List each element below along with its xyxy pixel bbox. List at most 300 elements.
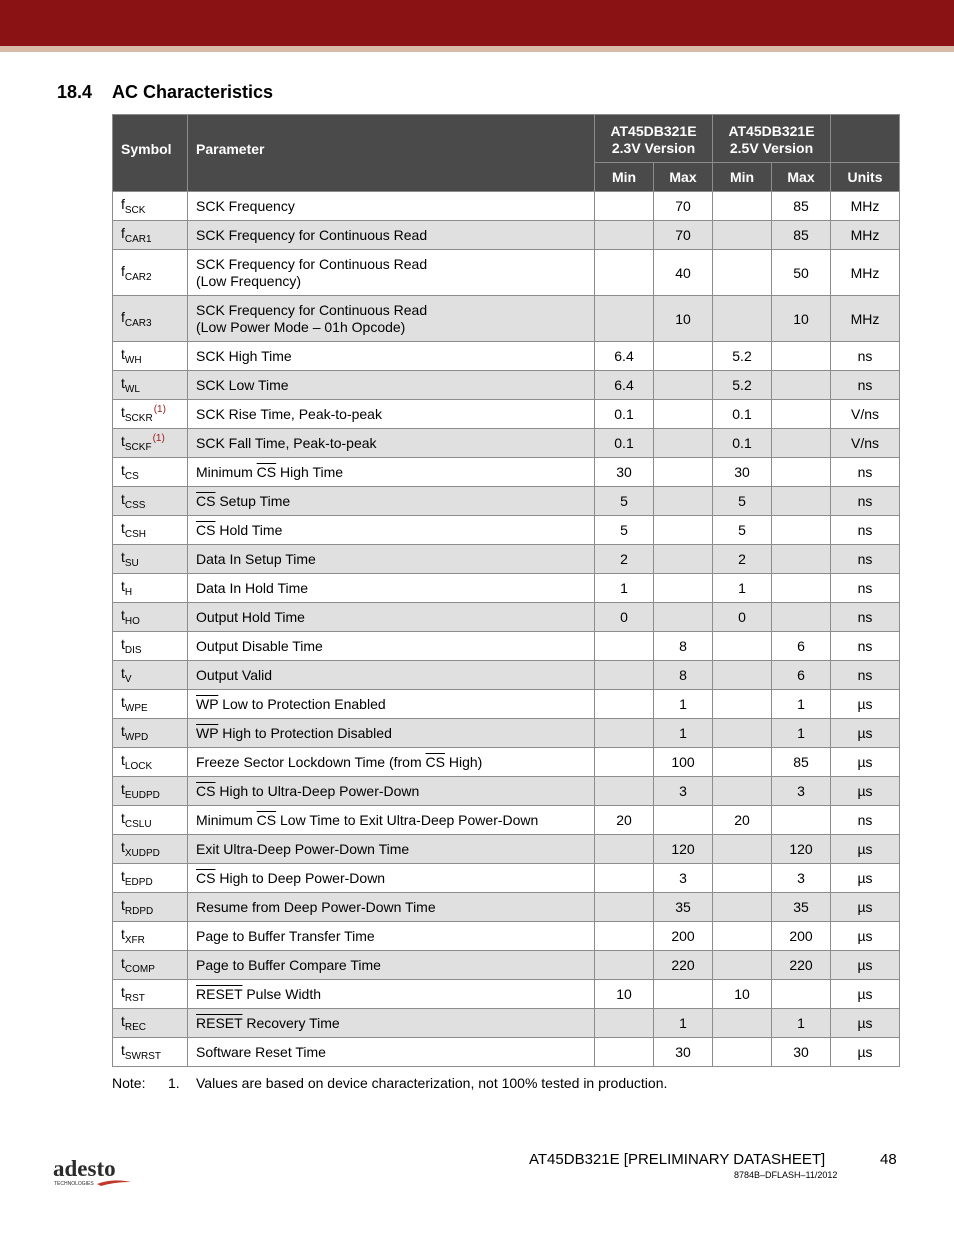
parameter-text: Hold Time: [215, 521, 283, 538]
table-row: [113, 951, 900, 980]
min-2v3-cell: [595, 864, 654, 893]
units-cell: µs: [831, 748, 900, 777]
table-row: [113, 777, 900, 806]
parameter-cell: [188, 719, 595, 748]
max-2v3-cell: [654, 458, 713, 487]
max-2v5-cell: 3: [772, 864, 831, 893]
max-2v5-cell: 50: [772, 250, 831, 296]
parameter-text: Minimum: [196, 811, 257, 828]
symbol-subscript: H: [124, 587, 133, 598]
active-low-signal: $\overline{WP}$: [196, 695, 219, 712]
min-2v3-cell: [595, 719, 654, 748]
min-2v5-cell: [713, 777, 772, 806]
symbol-letter: f: [121, 225, 125, 241]
symbol-subscript: WH: [124, 355, 142, 366]
symbol-subscript: SCK: [124, 205, 146, 216]
units-cell: ns: [831, 545, 900, 574]
symbol-letter: t: [121, 1042, 125, 1058]
header-version-2v5-part: AT45DB321E: [728, 122, 815, 139]
ac-characteristics-table: [112, 114, 900, 1067]
symbol-cell: [113, 250, 188, 296]
max-2v3-cell: 1: [654, 690, 713, 719]
min-2v5-cell: [713, 192, 772, 221]
symbol-cell: [113, 835, 188, 864]
symbol-subscript: SCKR: [124, 413, 153, 424]
symbol-letter: t: [121, 810, 125, 826]
parameter-text: Pulse Width: [242, 985, 322, 1002]
max-2v3-cell: 3: [654, 777, 713, 806]
active-low-signal: RESET: [196, 1014, 243, 1031]
parameter-text: Exit Ultra-Deep Power-Down Time: [196, 840, 410, 857]
symbol-cell: [113, 661, 188, 690]
symbol-subscript: CAR2: [124, 271, 152, 283]
symbol-subscript: RDPD: [124, 906, 154, 917]
symbol-letter: t: [121, 897, 125, 913]
symbol-letter: f: [121, 308, 125, 325]
note-text: Values are based on device characterization, not 100% tested in production.: [196, 1075, 668, 1091]
max-2v3-cell: 70: [654, 192, 713, 221]
max-2v5-cell: 85: [772, 192, 831, 221]
header-units: Units: [831, 163, 900, 192]
parameter-text: SCK Frequency for Continuous Read: [196, 301, 428, 318]
min-2v3-cell: 30: [595, 458, 654, 487]
footer-doc-code: 8784B–DFLASH–11/2012: [734, 1170, 838, 1180]
parameter-cell: [188, 296, 595, 342]
symbol-cell: [113, 777, 188, 806]
max-2v5-cell: 35: [772, 893, 831, 922]
units-cell: µs: [831, 864, 900, 893]
symbol-cell: [113, 748, 188, 777]
parameter-text: Output Valid: [196, 666, 273, 683]
active-low-signal: RESET: [196, 985, 243, 1002]
max-2v3-cell: [654, 603, 713, 632]
symbol-cell: [113, 429, 188, 458]
header-symbol: Symbol: [113, 115, 188, 192]
logo-subtext: TECHNOLOGIES: [54, 1181, 94, 1187]
symbol-cell: [113, 545, 188, 574]
parameter-cell: [188, 951, 595, 980]
symbol-cell: [113, 719, 188, 748]
table-row: [113, 661, 900, 690]
min-2v3-cell: [595, 748, 654, 777]
symbol-subscript: CSLU: [124, 819, 152, 830]
max-2v5-cell: [772, 458, 831, 487]
table-row: [113, 487, 900, 516]
table-row: [113, 342, 900, 371]
max-2v5-cell: 200: [772, 922, 831, 951]
active-low-signal: $\overline{CS}$: [196, 492, 216, 509]
footer-doc-title: AT45DB321E [PRELIMINARY DATASHEET]: [529, 1151, 826, 1168]
min-2v5-cell: 0.1: [713, 429, 772, 458]
max-2v3-cell: [654, 487, 713, 516]
symbol-cell: [113, 574, 188, 603]
min-2v5-cell: [713, 632, 772, 661]
symbol-subscript: SU: [124, 558, 139, 569]
units-cell: MHz: [831, 296, 900, 342]
units-cell: ns: [831, 342, 900, 371]
parameter-text: Low Time to Exit Ultra-Deep Power-Down: [276, 811, 539, 828]
min-2v3-cell: [595, 632, 654, 661]
note-number: 1.: [168, 1075, 180, 1091]
symbol-letter: t: [121, 375, 125, 391]
parameter-cell: [188, 893, 595, 922]
table-row: [113, 371, 900, 400]
parameter-cell: [188, 221, 595, 250]
parameter-text: SCK High Time: [196, 347, 292, 364]
units-cell: V/ns: [831, 429, 900, 458]
max-2v5-cell: 6: [772, 661, 831, 690]
min-2v3-cell: [595, 192, 654, 221]
min-2v5-cell: [713, 250, 772, 296]
parameter-text: SCK Rise Time, Peak-to-peak: [196, 405, 382, 422]
units-cell: µs: [831, 719, 900, 748]
table-row: [113, 545, 900, 574]
min-2v5-cell: 2: [713, 545, 772, 574]
parameter-cell: [188, 835, 595, 864]
min-2v5-cell: 5.2: [713, 371, 772, 400]
parameter-cell: [188, 400, 595, 429]
table-row: [113, 864, 900, 893]
parameter-text: Page to Buffer Transfer Time: [196, 927, 375, 944]
parameter-cell: [188, 864, 595, 893]
active-low-signal: $\overline{CS}$: [425, 753, 445, 770]
min-2v3-cell: 0.1: [595, 429, 654, 458]
parameter-cell: [188, 1009, 595, 1038]
logo-wordmark: adesto: [53, 1156, 116, 1181]
max-2v3-cell: 1: [654, 719, 713, 748]
header-max-2v5: Max: [772, 163, 831, 192]
table-row: [113, 192, 900, 221]
min-2v3-cell: 1: [595, 574, 654, 603]
min-2v3-cell: [595, 1009, 654, 1038]
symbol-letter: t: [121, 607, 125, 623]
min-2v3-cell: 5: [595, 516, 654, 545]
symbol-subscript: XFR: [124, 935, 145, 946]
min-2v3-cell: [595, 922, 654, 951]
parameter-text: Recovery Time: [242, 1014, 340, 1031]
table-row: [113, 574, 900, 603]
symbol-subscript: SWRST: [124, 1051, 161, 1062]
parameter-text: Output Hold Time: [196, 608, 305, 625]
min-2v3-cell: 10: [595, 980, 654, 1009]
min-2v5-cell: [713, 1038, 772, 1067]
symbol-subscript: CAR3: [124, 317, 152, 329]
units-cell: µs: [831, 951, 900, 980]
symbol-subscript: WL: [124, 384, 140, 395]
units-cell: ns: [831, 603, 900, 632]
max-2v5-cell: [772, 371, 831, 400]
max-2v5-cell: [772, 429, 831, 458]
units-cell: ns: [831, 574, 900, 603]
max-2v5-cell: 85: [772, 221, 831, 250]
parameter-text: High to Protection Disabled: [218, 724, 392, 741]
symbol-subscript: SCKF: [124, 442, 152, 453]
max-2v5-cell: [772, 487, 831, 516]
min-2v3-cell: [595, 690, 654, 719]
footer-page-number: 48: [880, 1151, 897, 1168]
parameter-cell: [188, 748, 595, 777]
parameter-text: SCK Low Time: [196, 376, 289, 393]
max-2v3-cell: [654, 516, 713, 545]
units-cell: µs: [831, 777, 900, 806]
table-row: [113, 835, 900, 864]
symbol-subscript: XUDPD: [124, 848, 160, 859]
parameter-cell: [188, 458, 595, 487]
max-2v5-cell: [772, 980, 831, 1009]
table-row: [113, 296, 900, 342]
footnote-ref: (1): [152, 433, 165, 444]
symbol-letter: t: [121, 694, 125, 710]
logo-swoosh: [97, 1180, 131, 1186]
symbol-subscript: LOCK: [124, 761, 153, 772]
symbol-subscript: REC: [124, 1022, 147, 1033]
min-2v5-cell: [713, 922, 772, 951]
max-2v3-cell: [654, 545, 713, 574]
parameter-text: Software Reset Time: [196, 1043, 326, 1060]
min-2v5-cell: 5: [713, 516, 772, 545]
min-2v3-cell: [595, 893, 654, 922]
min-2v3-cell: [595, 250, 654, 296]
symbol-cell: [113, 487, 188, 516]
symbol-letter: t: [121, 665, 125, 681]
max-2v3-cell: 1: [654, 1009, 713, 1038]
units-cell: µs: [831, 1038, 900, 1067]
max-2v3-cell: 8: [654, 632, 713, 661]
symbol-subscript: V: [124, 674, 132, 685]
symbol-letter: t: [121, 578, 125, 594]
units-cell: µs: [831, 690, 900, 719]
max-2v5-cell: 3: [772, 777, 831, 806]
min-2v5-cell: [713, 893, 772, 922]
parameter-cell: [188, 342, 595, 371]
table-row: [113, 980, 900, 1009]
header-version-2v5-voltage: 2.5V Version: [729, 139, 814, 156]
min-2v3-cell: [595, 296, 654, 342]
table-row: [113, 1009, 900, 1038]
min-2v5-cell: [713, 221, 772, 250]
parameter-cell: [188, 777, 595, 806]
min-2v5-cell: 30: [713, 458, 772, 487]
table-row: [113, 719, 900, 748]
units-cell: ns: [831, 806, 900, 835]
max-2v3-cell: 70: [654, 221, 713, 250]
min-2v5-cell: 5.2: [713, 342, 772, 371]
parameter-text: Data In Setup Time: [196, 550, 316, 567]
parameter-cell: [188, 603, 595, 632]
header-version-2v3-voltage: 2.3V Version: [611, 139, 696, 156]
units-cell: µs: [831, 835, 900, 864]
min-2v5-cell: 5: [713, 487, 772, 516]
max-2v3-cell: 35: [654, 893, 713, 922]
max-2v3-cell: [654, 806, 713, 835]
parameter-cell: [188, 632, 595, 661]
parameter-text: Setup Time: [215, 492, 291, 509]
table-body: [113, 192, 900, 1067]
max-2v3-cell: 100: [654, 748, 713, 777]
table-row: [113, 458, 900, 487]
parameter-text: High to Ultra-Deep Power-Down: [215, 782, 420, 799]
min-2v3-cell: [595, 221, 654, 250]
symbol-letter: t: [121, 839, 125, 855]
symbol-letter: t: [121, 723, 125, 739]
parameter-text: Resume from Deep Power-Down Time: [196, 898, 436, 915]
symbol-cell: [113, 690, 188, 719]
parameter-text: Data In Hold Time: [196, 579, 309, 596]
max-2v3-cell: [654, 400, 713, 429]
max-2v3-cell: [654, 371, 713, 400]
max-2v5-cell: 10: [772, 296, 831, 342]
symbol-subscript: CSS: [124, 500, 146, 511]
symbol-letter: t: [121, 404, 125, 420]
parameter-cell: [188, 922, 595, 951]
parameter-cell: [188, 690, 595, 719]
section-number: 18.4: [57, 82, 93, 102]
units-cell: ns: [831, 516, 900, 545]
symbol-cell: [113, 342, 188, 371]
min-2v3-cell: 20: [595, 806, 654, 835]
table-row: [113, 400, 900, 429]
units-cell: V/ns: [831, 400, 900, 429]
table-row: [113, 221, 900, 250]
parameter-cell: [188, 980, 595, 1009]
parameter-text: SCK Frequency: [196, 197, 295, 214]
max-2v3-cell: 200: [654, 922, 713, 951]
units-cell: µs: [831, 1009, 900, 1038]
symbol-cell: [113, 632, 188, 661]
symbol-letter: t: [121, 491, 125, 507]
symbol-cell: [113, 980, 188, 1009]
parameter-text: Low to Protection Enabled: [218, 695, 386, 712]
active-low-signal: $\overline{CS}$: [256, 463, 277, 480]
max-2v5-cell: [772, 342, 831, 371]
symbol-cell: [113, 951, 188, 980]
section-title: AC Characteristics: [112, 82, 274, 102]
parameter-cell: [188, 545, 595, 574]
table-row: [113, 690, 900, 719]
symbol-subscript: DIS: [124, 645, 142, 656]
symbol-subscript: RST: [124, 993, 145, 1004]
max-2v3-cell: 10: [654, 296, 713, 342]
symbol-letter: t: [121, 1013, 125, 1029]
max-2v3-cell: 8: [654, 661, 713, 690]
symbol-cell: [113, 864, 188, 893]
symbol-cell: [113, 458, 188, 487]
units-cell: µs: [831, 922, 900, 951]
parameter-text: SCK Frequency for Continuous Read: [196, 226, 428, 243]
parameter-text: High): [444, 753, 483, 770]
table-row: [113, 429, 900, 458]
symbol-subscript: WPE: [124, 703, 148, 714]
table-note: [112, 1075, 667, 1091]
symbol-cell: [113, 192, 188, 221]
table-row: [113, 516, 900, 545]
symbol-subscript: EDPD: [124, 877, 153, 888]
active-low-signal: $\overline{CS}$: [196, 782, 216, 799]
min-2v3-cell: 6.4: [595, 342, 654, 371]
header-parameter: Parameter: [188, 115, 595, 192]
symbol-cell: [113, 806, 188, 835]
max-2v3-cell: 30: [654, 1038, 713, 1067]
min-2v5-cell: [713, 719, 772, 748]
max-2v3-cell: [654, 342, 713, 371]
min-2v5-cell: 10: [713, 980, 772, 1009]
symbol-letter: f: [121, 262, 125, 279]
symbol-letter: t: [121, 781, 125, 797]
header-min-2v3: Min: [595, 163, 654, 192]
min-2v3-cell: [595, 1038, 654, 1067]
units-cell: ns: [831, 371, 900, 400]
table-row: [113, 922, 900, 951]
symbol-cell: [113, 516, 188, 545]
symbol-cell: [113, 371, 188, 400]
max-2v5-cell: 85: [772, 748, 831, 777]
units-cell: ns: [831, 487, 900, 516]
parameter-text: (Low Frequency): [196, 272, 302, 289]
min-2v3-cell: [595, 661, 654, 690]
symbol-letter: f: [121, 196, 125, 212]
min-2v5-cell: 0.1: [713, 400, 772, 429]
parameter-text: Page to Buffer Compare Time: [196, 956, 381, 973]
symbol-cell: [113, 1009, 188, 1038]
symbol-letter: t: [121, 520, 125, 536]
parameter-text: SCK Fall Time, Peak-to-peak: [196, 434, 377, 451]
parameter-cell: [188, 371, 595, 400]
max-2v5-cell: 1: [772, 719, 831, 748]
adesto-logo: [53, 1155, 138, 1189]
parameter-text: (Low Power Mode – 01h Opcode): [196, 318, 406, 335]
top-banner: [0, 0, 954, 46]
symbol-subscript: COMP: [124, 964, 155, 975]
min-2v3-cell: 5: [595, 487, 654, 516]
max-2v5-cell: 120: [772, 835, 831, 864]
header-min-2v5: Min: [713, 163, 772, 192]
symbol-cell: [113, 922, 188, 951]
symbol-letter: t: [121, 926, 125, 942]
table-row: [113, 632, 900, 661]
units-cell: ns: [831, 458, 900, 487]
min-2v5-cell: [713, 864, 772, 893]
parameter-text: Minimum: [196, 463, 257, 480]
max-2v5-cell: [772, 545, 831, 574]
parameter-cell: [188, 487, 595, 516]
max-2v5-cell: [772, 806, 831, 835]
min-2v5-cell: 20: [713, 806, 772, 835]
symbol-subscript: CAR1: [124, 234, 152, 245]
header-version-2v3: [595, 115, 713, 163]
symbol-subscript: CSH: [124, 529, 147, 540]
table-row: [113, 806, 900, 835]
section-heading: [57, 82, 273, 103]
active-low-signal: $\overline{CS}$: [256, 811, 277, 828]
symbol-letter: t: [121, 462, 125, 478]
max-2v3-cell: 3: [654, 864, 713, 893]
table-row: [113, 748, 900, 777]
symbol-cell: [113, 603, 188, 632]
symbol-letter: t: [121, 984, 125, 1000]
min-2v3-cell: [595, 835, 654, 864]
min-2v3-cell: 2: [595, 545, 654, 574]
symbol-cell: [113, 296, 188, 342]
units-cell: µs: [831, 893, 900, 922]
max-2v5-cell: 6: [772, 632, 831, 661]
parameter-text: Output Disable Time: [196, 637, 323, 654]
max-2v5-cell: 1: [772, 1009, 831, 1038]
min-2v5-cell: [713, 748, 772, 777]
parameter-text: High Time: [276, 463, 344, 480]
max-2v5-cell: [772, 603, 831, 632]
max-2v5-cell: [772, 400, 831, 429]
units-cell: MHz: [831, 221, 900, 250]
